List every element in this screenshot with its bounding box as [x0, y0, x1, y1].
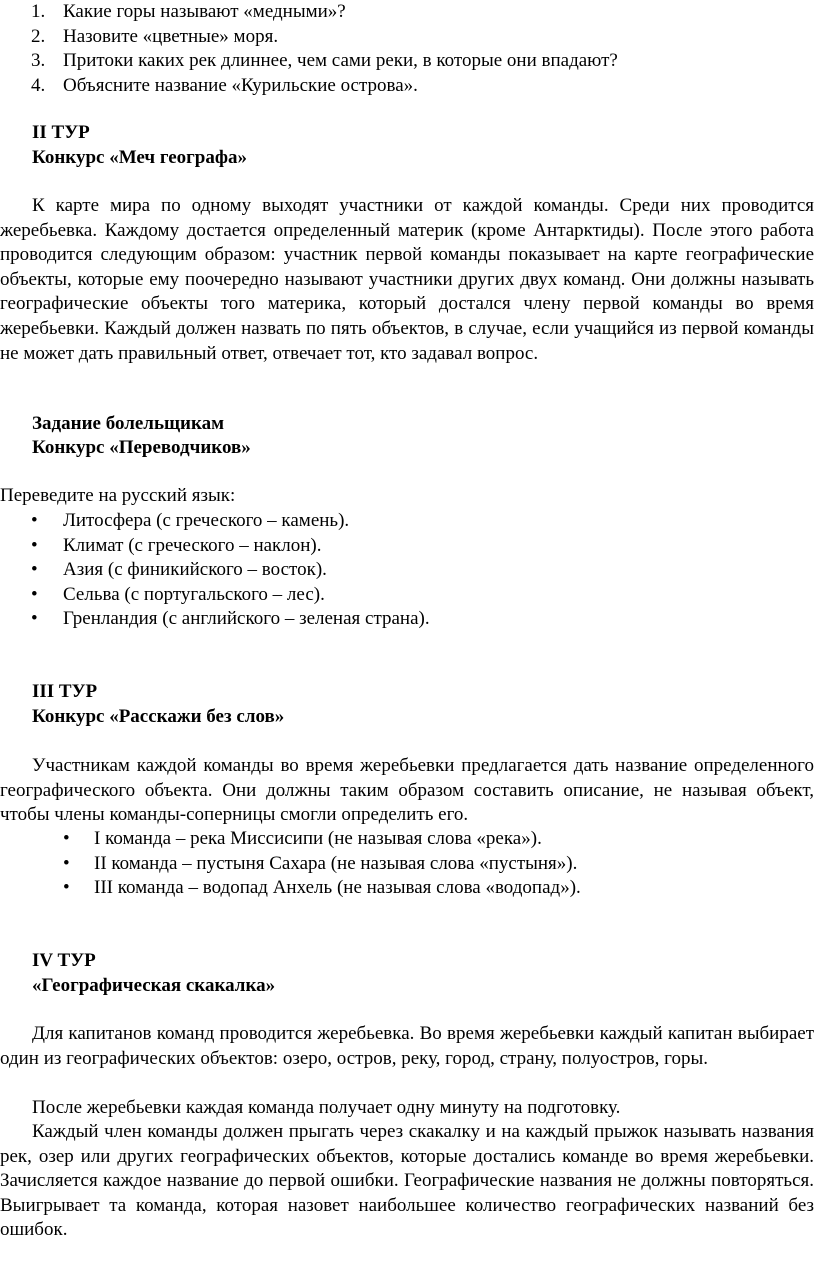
translation-item: • Гренландия (с английского – зеленая страна).: [0, 607, 816, 632]
question-item: [0, 0, 816, 25]
tour2-contest-title: Конкурс «Меч географа»: [32, 147, 247, 168]
question-item: [0, 25, 816, 50]
fans-contest-title: Конкурс «Переводчиков»: [32, 437, 251, 458]
translation-item: • Литосфера (с греческого – камень).: [0, 509, 816, 534]
question-item: [0, 74, 816, 99]
bullet-marker: •: [63, 828, 70, 849]
translation-item: • Сельва (с португальского – лес).: [0, 583, 816, 608]
team-task-item: • II команда – пустыня Сахара (не называя слова «пустыня»).: [0, 852, 816, 877]
tour4-paragraph-3: Каждый член команды должен прыгать через скакалку и на каждый прыжок называть названия рек, озер или других географических объектов, которые достались команде во время жеребьевки. Зачисляется каждое название до первой ошибки. Географические названия не должны повторяться. Выигрывает та команда, которая назовет наибольшее количество географических названий без ошибок.: [0, 1121, 814, 1241]
tour4-paragraph-1: Для капитанов команд проводится жеребьевка. Во время жеребьевки каждый капитан выбирает один из географических объектов: озеро, остров, реку, город, страну, полуостров, горы.: [0, 1023, 814, 1069]
bullet-marker: •: [63, 852, 70, 874]
team-task-list: [0, 827, 816, 901]
bullet-marker: •: [63, 877, 70, 899]
tour4-paragraph-2: После жеребьевки каждая команда получает одну минуту на подготовку.: [32, 1097, 621, 1118]
question-number: 3.: [31, 50, 46, 72]
question-item: [0, 49, 816, 74]
team-task-item: • III команда – водопад Анхель (не называя слова «водопад»).: [0, 876, 816, 901]
question-text: Какие горы называют «медными»?: [63, 1, 346, 22]
tour2-heading: II ТУР: [32, 122, 90, 143]
tour4-heading: IV ТУР: [32, 950, 96, 971]
bullet-marker: •: [31, 559, 38, 581]
tour2-paragraph: К карте мира по одному выходят участники от каждой команды. Среди них проводится жеребьевка. Каждому достается определенный материк (кроме Антарктиды). После этого работа проводится следующим образом: участник первой команды показывает на карте географические объекты, которые ему поочередно называют участники других двух команд. Они должны называть географические объекты того материка, который достался члену первой команды во время жеребьевки. Каждый должен назвать по пять объектов, в случае, если учащийся из первой команды не может дать правильный ответ, отвечает тот, кто задавал вопрос.: [0, 195, 814, 364]
question-number: 2.: [31, 25, 46, 47]
translation-item: • Азия (с финикийского – восток).: [0, 558, 816, 583]
bullet-marker: •: [31, 583, 38, 605]
question-text: Назовите «цветные» моря.: [63, 25, 279, 47]
tour3-contest-title: Конкурс «Расскажи без слов»: [32, 706, 285, 727]
tour3-paragraph: Участникам каждой команды во время жеребьевки предлагается дать название определенного географического объекта. Они должны таким образом составить описание, не называя объект, чтобы члены команды-соперницы смогли определить его.: [0, 755, 814, 826]
translation-item: • Климат (с греческого – наклон).: [0, 534, 816, 559]
bullet-marker: •: [31, 608, 38, 630]
fans-intro: Переведите на русский язык:: [0, 485, 236, 506]
tour4-contest-title: «Географическая скакалка»: [32, 975, 276, 996]
translation-list: [0, 509, 816, 632]
question-text: Притоки каких рек длиннее, чем сами реки, в которые они впадают?: [63, 50, 618, 72]
tour3-heading: III ТУР: [32, 681, 98, 702]
question-text: Объясните название «Курильские острова».: [63, 74, 418, 96]
question-list: [0, 0, 816, 98]
question-number: 1.: [31, 1, 46, 22]
question-number: 4.: [31, 74, 46, 96]
bullet-marker: •: [31, 510, 38, 531]
bullet-marker: •: [31, 534, 38, 556]
fans-heading: Задание болельщикам: [32, 413, 225, 434]
team-task-item: • I команда – река Миссисипи (не называя слова «река»).: [0, 827, 816, 852]
